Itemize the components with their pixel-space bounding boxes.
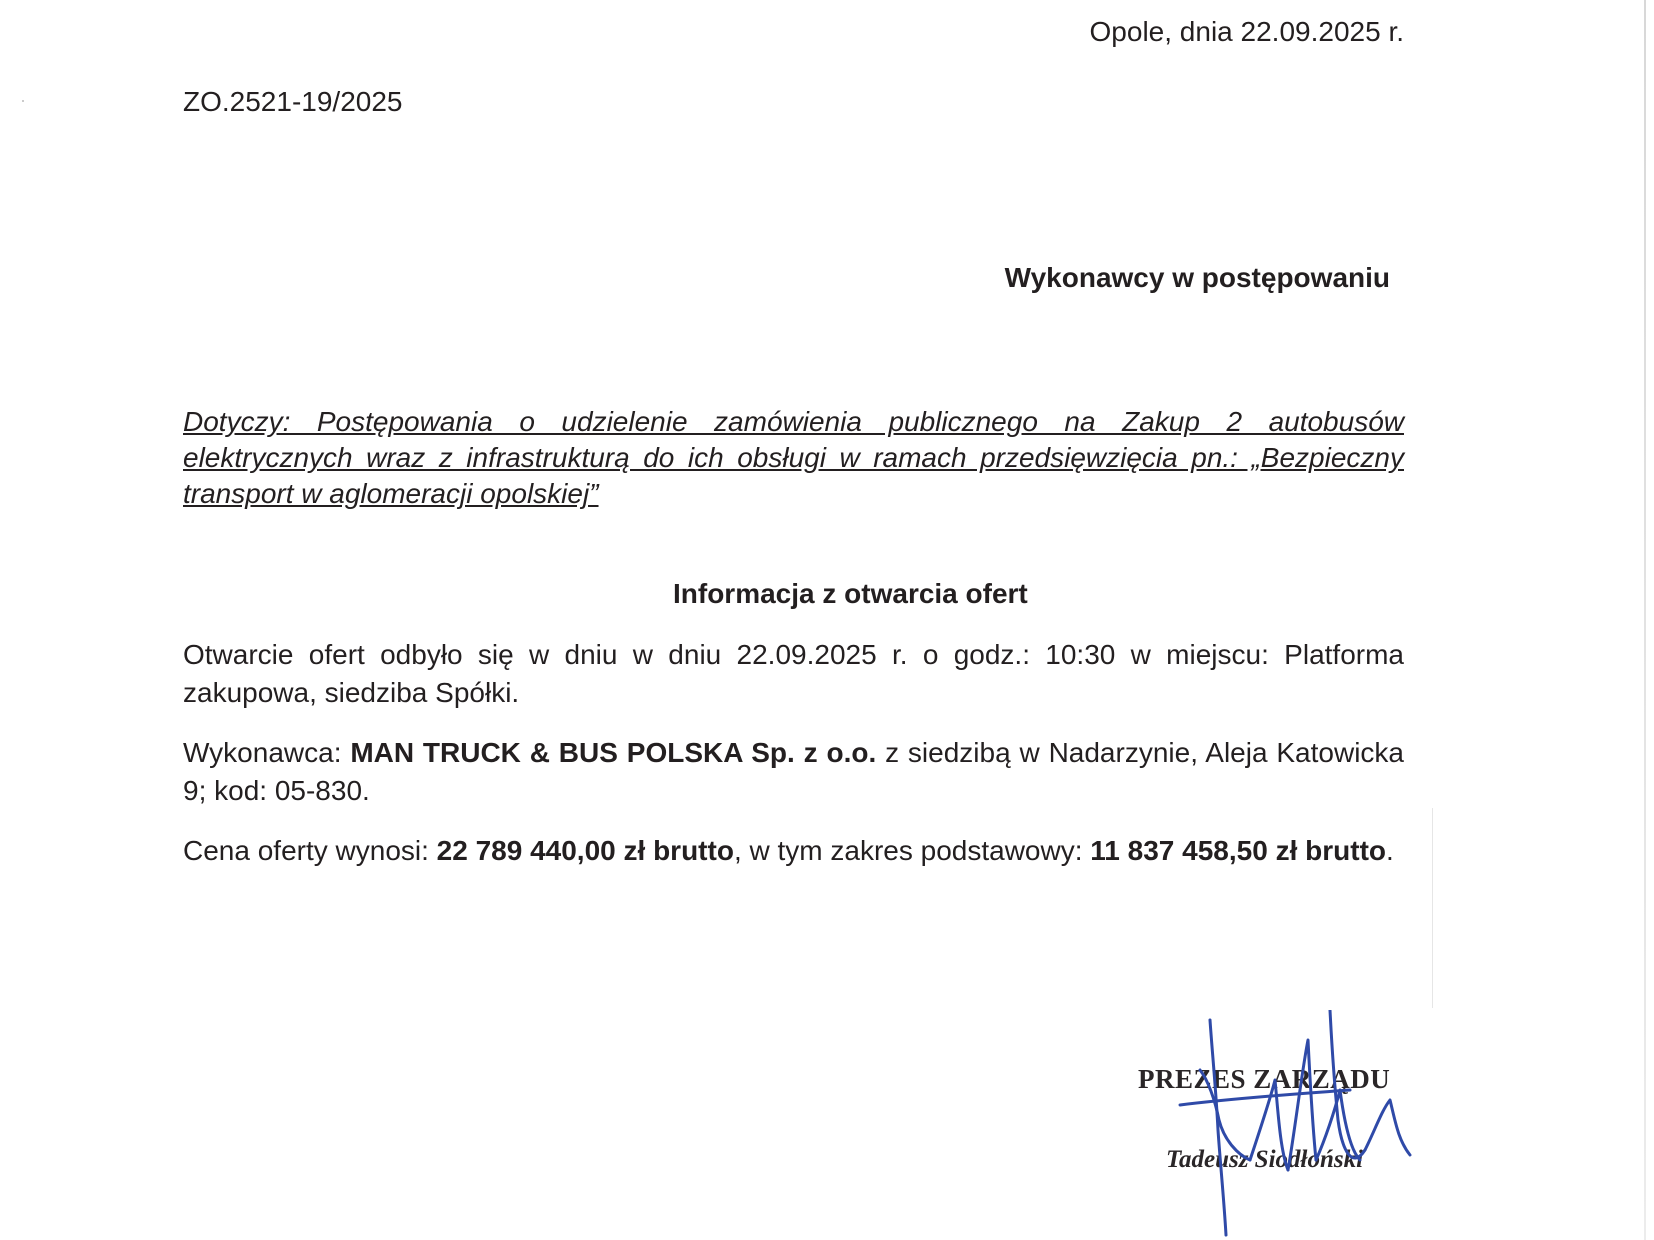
- recipient-heading: Wykonawcy w postępowaniu: [1004, 262, 1390, 293]
- reference-number: ZO.2521-19/2025: [183, 86, 403, 117]
- contractor-label: Wykonawca:: [183, 737, 351, 768]
- price-total: 22 789 440,00 zł brutto: [436, 835, 734, 866]
- signature-block: [1120, 1010, 1420, 1240]
- subject-line: Dotyczy: Postępowania o udzielenie zamówienia publicznego na Zakup 2 autobusów elektrycznych wraz z infrastrukturą do ich obsługi w ramach przedsięwzięcia pn.: „Bezpieczny transport w aglomeracji opolskiej”: [183, 406, 1404, 509]
- section-title: Informacja z otwarcia ofert: [673, 578, 1028, 609]
- scan-dot: [22, 100, 24, 102]
- stamp-name: Tadeusz Siodłoński: [1166, 1146, 1364, 1173]
- signature-stroke: [1365, 1100, 1410, 1155]
- contractor-name: MAN TRUCK & BUS POLSKA Sp. z o.o.: [350, 737, 877, 768]
- price-label: Cena oferty wynosi:: [183, 835, 437, 866]
- date-line: Opole, dnia 22.09.2025 r.: [1089, 16, 1404, 47]
- scan-mark: [1432, 808, 1433, 1008]
- signature-stroke: [1288, 1040, 1316, 1170]
- contractor-paragraph: [183, 734, 1404, 810]
- handwritten-signature: [1120, 1010, 1420, 1240]
- price-middle: , w tym zakres podstawowy:: [733, 835, 1091, 866]
- price-paragraph: [183, 832, 1404, 870]
- signature-stroke: [1250, 1080, 1288, 1170]
- opening-paragraph: Otwarcie ofert odbyło się w dniu w dniu 22.09.2025 r. o godz.: 10:30 w miejscu: Platforma zakupowa, siedziba Spółki.: [183, 639, 1404, 708]
- scan-edge: [1644, 0, 1646, 1240]
- signature-stroke: [1200, 1070, 1250, 1160]
- price-end: .: [1386, 835, 1394, 866]
- signature-stroke: [1210, 1020, 1226, 1235]
- price-base: 11 837 458,50 zł brutto: [1090, 835, 1386, 866]
- contractor-address: z siedzibą w Nadarzynie, Aleja Katowicka 9; kod: 05-830.: [183, 737, 1404, 806]
- signature-stroke: [1180, 1090, 1350, 1105]
- stamp-title: PREZES ZARZĄDU: [1138, 1064, 1391, 1094]
